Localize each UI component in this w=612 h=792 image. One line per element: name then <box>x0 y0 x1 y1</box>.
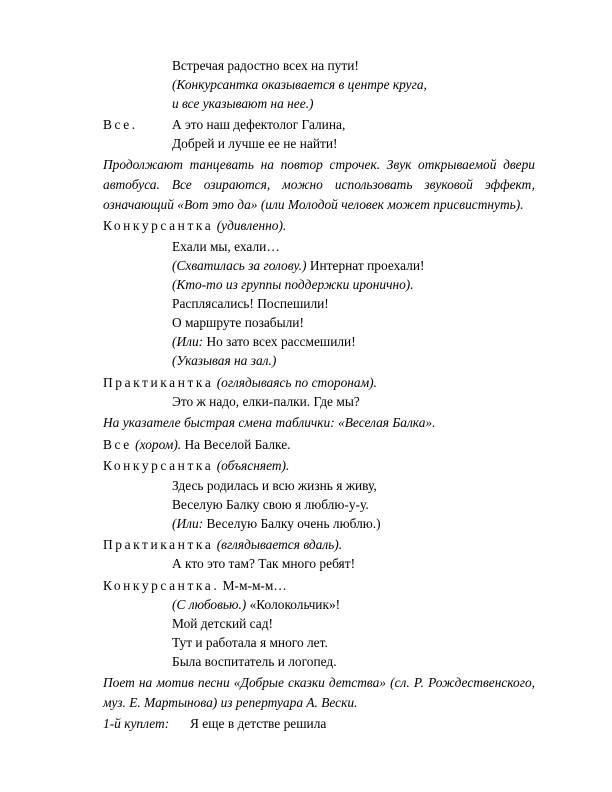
verse-line: Расплясались! Поспешили! <box>172 296 329 311</box>
speaker-name: Конкурсантка <box>103 218 214 233</box>
speaker-text: М-м-м-м… <box>219 578 287 593</box>
verse-line <box>172 597 340 613</box>
speaker-name: Конкурсантка. <box>103 578 220 593</box>
speaker-line <box>103 218 286 234</box>
speaker-name: Конкурсантка <box>103 458 214 473</box>
stage-direction: Поет на мотив песни «Добрые сказки детства» (сл. Р. Рождественского, <box>103 675 535 690</box>
speaker-name: Практикантка <box>103 375 214 390</box>
verse-text: «Колокольчик»! <box>246 597 341 612</box>
stage-direction <box>103 197 524 213</box>
verse-line: Ехали мы, ехали… <box>172 239 280 254</box>
stage-direction: (Указывая на зал.) <box>172 353 277 368</box>
speaker-note: (вглядывается вдаль). <box>213 537 343 552</box>
verse-line: Это ж надо, елки-палки. Где мы? <box>172 394 360 409</box>
stage-direction: (Схватилась за голову.) <box>172 258 307 273</box>
stage-direction: Продолжают танцевать на повтор строчек. Звук открываемой двери <box>103 157 535 172</box>
stage-direction-part: означающий «Вот это да» <box>103 197 258 212</box>
verse-line: Тут и работала я много лет. <box>172 635 328 650</box>
verse-label: 1-й куплет: <box>103 716 170 731</box>
speaker-line <box>103 537 342 553</box>
speaker-note: (хором). <box>131 437 182 452</box>
verse-line: А это наш дефектолог Галина, <box>172 117 346 132</box>
stage-direction: На указателе быстрая смена таблички: «Веселая Балка». <box>103 415 436 430</box>
verse-text: Веселую Балку очень люблю.) <box>203 516 381 531</box>
verse-line <box>172 258 424 274</box>
verse-line: Добрей и лучше ее не найти! <box>172 136 338 151</box>
verse-text: Но зато всех рассмешили! <box>203 334 356 349</box>
verse-line: А кто это там? Так много ребят! <box>172 556 356 571</box>
speaker-line <box>103 375 377 391</box>
speaker-note: (удивленно). <box>213 218 287 233</box>
speaker-note: (объясняет). <box>213 458 290 473</box>
speaker-name: Практикантка <box>103 537 214 552</box>
verse-line: Я еще в детстве решила <box>190 716 327 731</box>
verse-line: Здесь родилась и всю жизнь я живу, <box>172 478 377 493</box>
speaker-text: На Веселой Балке. <box>181 437 291 452</box>
speaker-name: Все. <box>103 117 138 132</box>
stage-direction-part: (или Молодой человек может присвистнуть). <box>257 197 524 212</box>
verse-line <box>172 334 356 350</box>
speaker-name: Все <box>103 437 132 452</box>
stage-direction: (Или: <box>172 516 204 531</box>
stage-direction: (Или: <box>172 334 204 349</box>
verse-line: Мой детский сад! <box>172 616 274 631</box>
verse-line: Была воспитатель и логопед. <box>172 654 337 669</box>
verse-line: Встречая радостно всех на пути! <box>172 58 359 73</box>
verse-text: Интернат проехали! <box>306 258 425 273</box>
stage-direction: (Конкурсантка оказывается в центре круга, <box>172 77 427 92</box>
verse-line <box>172 516 381 532</box>
stage-direction: (Кто-то из группы поддержки иронично). <box>172 277 414 292</box>
speaker-line <box>103 458 289 474</box>
speaker-line <box>103 578 287 594</box>
verse-line: О маршруте позабыли! <box>172 315 304 330</box>
stage-direction: (С любовью.) <box>172 597 247 612</box>
stage-direction: муз. Е. Мартынова) из репертуара А. Вески. <box>103 695 358 710</box>
stage-direction: и все указывают на нее.) <box>172 96 314 111</box>
stage-direction: автобуса. Все озираются, можно использовать звуковой эффект, <box>103 177 535 192</box>
speaker-line <box>103 437 291 453</box>
verse-line: Веселую Балку свою я люблю-у-у. <box>172 497 369 512</box>
speaker-note: (оглядываясь по сторонам). <box>213 375 377 390</box>
